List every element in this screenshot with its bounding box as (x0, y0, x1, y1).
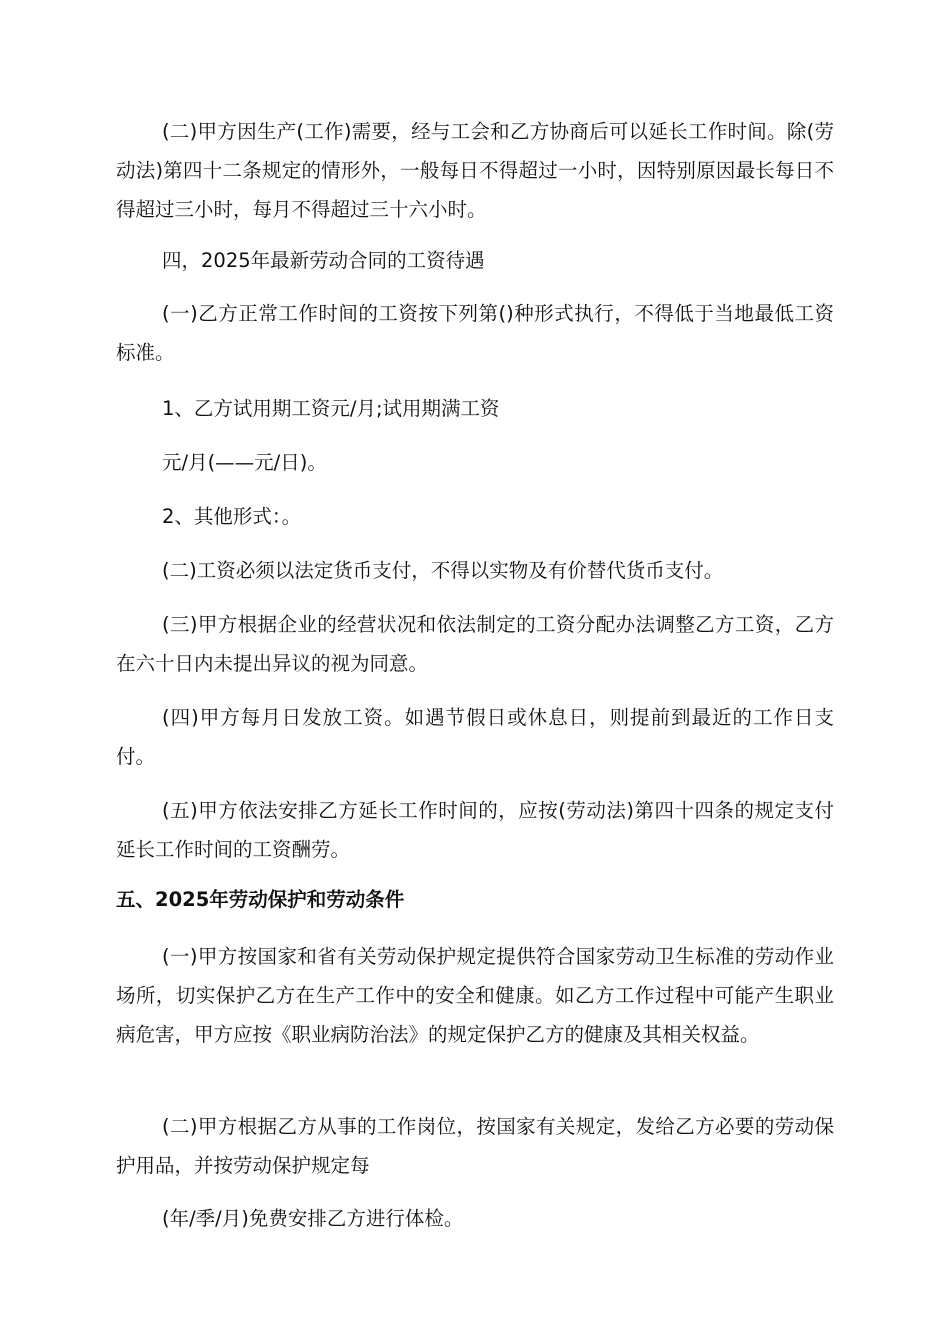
paragraph-wage-adjustment: (三)甲方根据企业的经营状况和依法制定的工资分配办法调整乙方工资，乙方在六十日内未提出异议的视为同意。 (116, 613, 834, 675)
paragraph-other-forms: 2、其他形式：。 (162, 505, 302, 528)
section-heading: 五、2025年劳动保护和劳动条件 (116, 888, 405, 911)
paragraph-wage-heading: 四，2025年最新劳动合同的工资待遇 (162, 249, 485, 272)
paragraph-overtime-pay: (五)甲方依法安排乙方延长工作时间的，应按(劳动法)第四十四条的规定支付延长工作时间的工资酬劳。 (116, 799, 834, 861)
paragraph-pay-day: (四)甲方每月日发放工资。如遇节假日或休息日，则提前到最近的工作日支付。 (116, 706, 834, 768)
paragraph-legal-currency: (二)工资必须以法定货币支付，不得以实物及有价替代货币支付。 (162, 559, 724, 582)
paragraph-protective-equipment: (二)甲方根据乙方从事的工作岗位，按国家有关规定，发给乙方必要的劳动保护用品，并按劳动保护规定每 (116, 1115, 834, 1177)
paragraph-overtime-extension: (二)甲方因生产(工作)需要，经与工会和乙方协商后可以延长工作时间。除(劳动法)第四十二条规定的情形外，一般每日不得超过一小时，因特别原因最长每日不得超过三小时，每月不得超过三十六小时。 (116, 120, 834, 221)
paragraph-daily-wage: 元/月(——元/日)。 (162, 451, 327, 474)
paragraph-wage-form: (一)乙方正常工作时间的工资按下列第()种形式执行，不得低于当地最低工资标准。 (116, 302, 834, 364)
paragraph-probation-wage: 1、乙方试用期工资元/月;试用期满工资 (162, 397, 500, 420)
paragraph-labor-protection: (一)甲方按国家和省有关劳动保护规定提供符合国家劳动卫生标准的劳动作业场所，切实保护乙方在生产工作中的安全和健康。如乙方工作过程中可能产生职业病危害，甲方应按《职业病防治法》的规定保护乙方的健康及其相关权益。 (116, 945, 834, 1046)
paragraph-health-check: (年/季/月)免费安排乙方进行体检。 (162, 1207, 464, 1230)
